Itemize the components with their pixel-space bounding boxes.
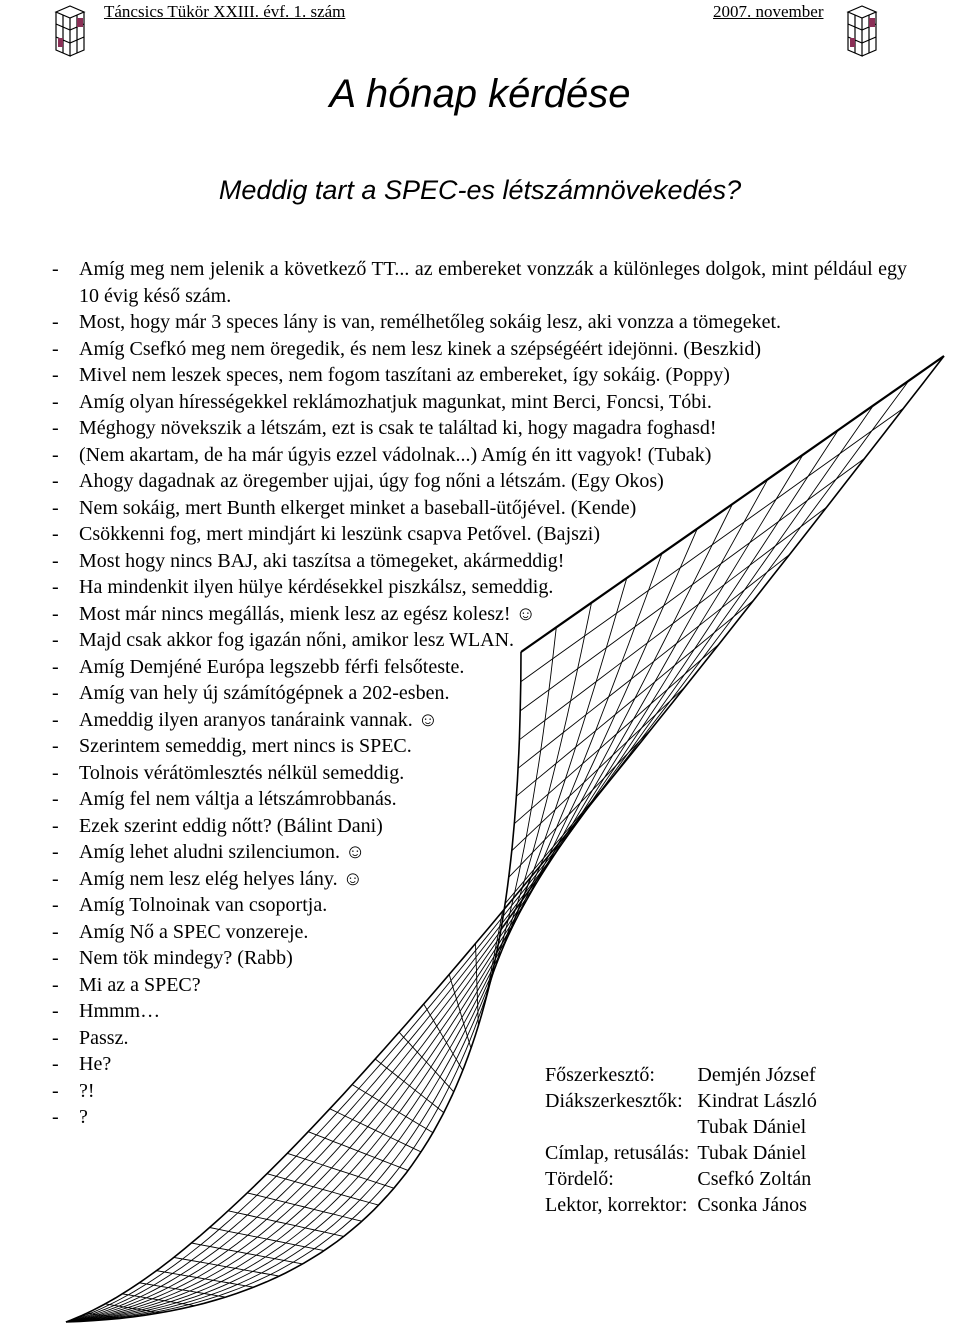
list-dash: - (52, 496, 59, 519)
list-dash: - (52, 629, 59, 651)
list-dash: - (52, 841, 59, 863)
answer-item (52, 548, 907, 575)
answers-list (52, 256, 907, 1131)
page-title: A hónap kérdése (329, 72, 631, 116)
answer-item (52, 892, 907, 919)
answer-text: Amíg Nő a SPEC vonzereje. (79, 920, 309, 943)
list-dash: - (52, 258, 59, 280)
mesh-line (247, 1193, 361, 1221)
answer-item (52, 627, 907, 654)
list-dash: - (52, 549, 59, 572)
credit-role (545, 1114, 697, 1140)
answer-text: Ameddig ilyen aranyos tanáraink vannak. ☺ (79, 708, 439, 731)
answer-text: Méghogy növekszik a létszám, ezt is csak te találtad ki, hogy magadra foghasd! (79, 417, 717, 439)
answer-item (52, 680, 907, 707)
answer-text: Mi az a SPEC? (79, 973, 201, 996)
credit-role: Főszerkesztő: (545, 1064, 655, 1086)
list-dash: - (52, 761, 59, 784)
answer-item (52, 998, 907, 1025)
answer-item (52, 919, 907, 946)
credit-row (545, 1088, 817, 1114)
credit-row (545, 1166, 817, 1192)
answer-text: Amíg van hely új számítógépnek a 202-esben. (79, 682, 450, 704)
answer-text: Passz. (79, 1026, 129, 1049)
answer-text: ?! (79, 1079, 95, 1102)
answer-text: Amíg Demjéné Európa legszebb férfi felsőteste. (79, 655, 465, 678)
answer-text: Amíg Tolnoinak van csoportja. (79, 894, 328, 916)
answer-text: Amíg nem lesz elég helyes lány. ☺ (79, 867, 364, 890)
answer-item (52, 309, 907, 336)
answer-text: Ha mindenkit ilyen hülye kérdésekkel piszkálsz, semeddig. (79, 576, 554, 598)
answer-text: (Nem akartam, de ha már úgyis ezzel vádolnak...) Amíg én itt vagyok! (Tubak) (79, 443, 712, 466)
answer-text: He? (79, 1053, 112, 1075)
credit-name: Tubak Dániel (697, 1142, 807, 1164)
question-heading: Meddig tart a SPEC-es létszámnövekedés? (218, 175, 742, 205)
list-dash: - (52, 1000, 59, 1022)
list-dash: - (52, 947, 59, 969)
list-dash: - (52, 523, 59, 545)
list-dash: - (52, 443, 59, 466)
answer-item (52, 521, 907, 548)
answer-item (52, 495, 907, 522)
answer-text: Ahogy dagadnak az öregember ujjai, úgy fog nőni a létszám. (Egy Okos) (79, 470, 664, 492)
list-dash: - (52, 682, 59, 704)
list-dash: - (52, 390, 59, 413)
answer-text: Ezek szerint eddig nőtt? (Bálint Dani) (79, 814, 383, 837)
list-dash: - (52, 1026, 59, 1049)
header-date: 2007. november (713, 2, 824, 21)
answer-text: Majd csak akkor fog igazán nőni, amikor lesz WLAN. (79, 629, 515, 651)
list-dash: - (52, 1106, 59, 1128)
list-dash: - (52, 867, 59, 890)
credit-row (545, 1192, 817, 1218)
list-dash: - (52, 735, 59, 757)
answer-item (52, 389, 907, 416)
answer-item (52, 336, 907, 363)
credit-row (545, 1140, 817, 1166)
answer-text: Most már nincs megállás, mienk lesz az egész kolesz! ☺ (79, 602, 536, 625)
list-dash: - (52, 894, 59, 916)
answer-text: Amíg Csefkó meg nem öregedik, és nem lesz kinek a szépségéért idejönni. (Beszkid) (79, 337, 762, 360)
credit-row (545, 1114, 817, 1140)
list-dash: - (52, 920, 59, 943)
mesh-line (267, 1174, 379, 1205)
mesh-line (228, 1211, 344, 1237)
answer-text: Nem sokáig, mert Bunth elkerget minket a baseball-ütőjével. (Kende) (79, 496, 637, 519)
list-dash: - (52, 470, 59, 492)
answer-item (52, 945, 907, 972)
credit-name: Kindrat László (697, 1090, 817, 1112)
answer-text: Amíg lehet aludni szilenciumon. ☺ (79, 841, 366, 863)
list-dash: - (52, 655, 59, 678)
answer-text: Tolnois vérátömlesztés nélkül semeddig. (79, 761, 405, 784)
answer-item (52, 574, 907, 601)
answer-item (52, 733, 907, 760)
header-issue: Táncsics Tükör XXIII. évf. 1. szám (104, 2, 346, 21)
answer-text: Amíg olyan hírességekkel reklámozhatjuk magunkat, mint Berci, Foncsi, Tóbi. (79, 390, 712, 413)
list-dash: - (52, 973, 59, 996)
answer-item (52, 442, 907, 469)
list-dash: - (52, 337, 59, 360)
answer-item (52, 362, 907, 389)
list-dash: - (52, 788, 59, 810)
answer-text: Hmmm… (79, 1000, 161, 1022)
credit-name: Demjén József (697, 1064, 816, 1086)
answer-item (52, 256, 907, 309)
answer-text: ? (79, 1106, 88, 1128)
list-dash: - (52, 364, 59, 386)
answer-text: Mivel nem leszek speces, nem fogom taszítani az embereket, így sokáig. (Poppy) (79, 364, 730, 386)
answer-text: Nem tök mindegy? (Rabb) (79, 947, 293, 969)
answer-item (52, 786, 907, 813)
answer-item (52, 468, 907, 495)
credit-row (545, 1062, 817, 1088)
mesh-line (210, 1228, 324, 1251)
editorial-credits (545, 1062, 817, 1218)
answer-item (52, 813, 907, 840)
credit-role: Címlap, retusálás: (545, 1142, 690, 1164)
answer-item (52, 1025, 907, 1052)
answer-text: Most hogy nincs BAJ, aki taszítsa a tömegeket, akármeddig! (79, 549, 565, 572)
answer-text: Amíg fel nem váltja a létszámrobbanás. (79, 788, 397, 810)
answer-text: Szerintem semeddig, mert nincs is SPEC. (79, 735, 412, 757)
credit-name: Csefkó Zoltán (697, 1168, 812, 1190)
list-dash: - (52, 311, 59, 333)
answer-item (52, 654, 907, 681)
list-dash: - (52, 1053, 59, 1075)
list-dash: - (52, 708, 59, 731)
answer-item (52, 601, 907, 628)
credit-name: Tubak Dániel (697, 1116, 807, 1138)
credit-name: Csonka János (697, 1194, 807, 1216)
list-dash: - (52, 602, 59, 625)
list-dash: - (52, 417, 59, 439)
credit-role: Lektor, korrektor: (545, 1194, 688, 1216)
list-dash: - (52, 576, 59, 598)
answer-item (52, 760, 907, 787)
credit-role: Tördelő: (545, 1168, 614, 1190)
answer-item (52, 839, 907, 866)
answer-item (52, 707, 907, 734)
credit-role: Diákszerkesztők: (545, 1090, 683, 1112)
answer-item (52, 415, 907, 442)
answer-text: Csökkenni fog, mert mindjárt ki leszünk csapva Petővel. (Bajszi) (79, 523, 600, 545)
answer-item (52, 972, 907, 999)
list-dash: - (52, 1079, 59, 1102)
answer-item (52, 866, 907, 893)
answer-text: Amíg meg nem jelenik a következő TT... az embereket vonzzák a különleges dolgok, mint például egy 10 évig késő szám. (79, 258, 907, 307)
list-dash: - (52, 814, 59, 837)
answer-text: Most, hogy már 3 speces lány is van, remélhetőleg sokáig lesz, aki vonzza a tömegeket. (79, 311, 782, 333)
